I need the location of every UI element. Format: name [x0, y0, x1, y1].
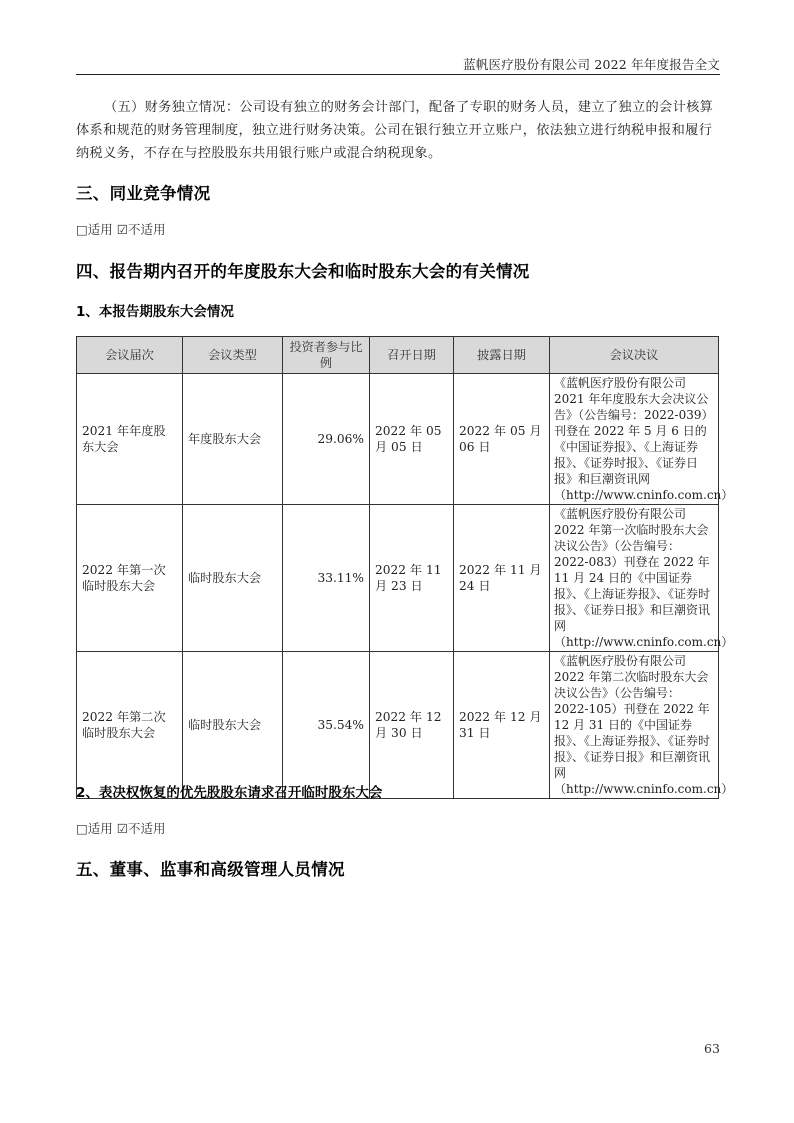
- not-applicable-checkbox: ☑不适用: [116, 821, 166, 836]
- ratio-cell: 33.11%: [283, 505, 370, 652]
- shareholder-meetings-table: [76, 336, 734, 799]
- financial-independence-paragraph: （五）财务独立情况：公司设有独立的财务会计部门，配备了专职的财务人员，建立了独立的会计核算体系和规范的财务管理制度，独立进行财务决策。公司在银行独立开立账户，依法独立进行纳税申报和履行纳税义务，不存在与控股股东共用银行账户或混合纳税现象。: [76, 100, 714, 161]
- section-5-heading: 五、董事、监事和高级管理人员情况: [76, 860, 345, 879]
- col-resolution: 会议决议: [550, 337, 719, 374]
- col-type: 会议类型: [183, 337, 283, 374]
- subsection-1-heading: 1、本报告期股东大会情况: [76, 304, 234, 320]
- col-session: 会议届次: [77, 337, 183, 374]
- section-4-heading: 四、报告期内召开的年度股东大会和临时股东大会的有关情况: [76, 262, 530, 281]
- resolution-cell: 《蓝帆医疗股份有限公司 2022 年第一次临时股东大会决议公告》（公告编号：2022-083）刊登在 2022 年 11 月 24 日的《中国证券报》、《上海证券报》、《证券时报》、《证券日报》和巨潮资讯网（http://www.cninfo.com.cn）: [550, 505, 719, 652]
- table-row: [77, 374, 719, 505]
- section-3-heading: 三、同业竞争情况: [76, 184, 211, 203]
- held-date-cell: 2022 年 11 月 23 日: [370, 505, 454, 652]
- page-number: 63: [704, 1041, 720, 1056]
- table-header-row: [77, 337, 719, 374]
- report-title: 蓝帆医疗股份有限公司 2022 年年度报告全文: [463, 57, 720, 72]
- session-cell: 2022 年第一次临时股东大会: [77, 505, 183, 652]
- table-row: [77, 652, 719, 799]
- session-cell: 2022 年第二次临时股东大会: [77, 652, 183, 799]
- applicable-checkbox: □适用: [76, 222, 113, 237]
- subsection-2-applicability: [76, 819, 166, 837]
- type-cell: 临时股东大会: [183, 505, 283, 652]
- applicable-checkbox: □适用: [76, 821, 113, 836]
- col-disclosure-date: 披露日期: [454, 337, 550, 374]
- type-cell: 临时股东大会: [183, 652, 283, 799]
- page-header: [76, 54, 720, 75]
- not-applicable-checkbox: ☑不适用: [116, 222, 166, 237]
- ratio-cell: 35.54%: [283, 652, 370, 799]
- held-date-cell: 2022 年 12 月 30 日: [370, 652, 454, 799]
- subsection-2-heading: 2、表决权恢复的优先股股东请求召开临时股东大会: [76, 785, 383, 801]
- col-held-date: 召开日期: [370, 337, 454, 374]
- resolution-cell: 《蓝帆医疗股份有限公司 2022 年第二次临时股东大会决议公告》（公告编号：2022-105）刊登在 2022 年 12 月 31 日的《中国证券报》、《上海证券报》、《证券时报》、《证券日报》和巨潮资讯网（http://www.cninfo.com.cn）: [550, 652, 719, 799]
- resolution-cell: 《蓝帆医疗股份有限公司 2021 年年度股东大会决议公告》（公告编号：2022-039）刊登在 2022 年 5 月 6 日的《中国证券报》、《上海证券报》、《证券时报》、《证券日报》和巨潮资讯网（http://www.cninfo.com.cn）: [550, 374, 719, 505]
- disclosure-date-cell: 2022 年 11 月 24 日: [454, 505, 550, 652]
- col-ratio: 投资者参与比例: [283, 337, 370, 374]
- session-cell: 2021 年年度股东大会: [77, 374, 183, 505]
- disclosure-date-cell: 2022 年 12 月 31 日: [454, 652, 550, 799]
- ratio-cell: 29.06%: [283, 374, 370, 505]
- table-row: [77, 505, 719, 652]
- held-date-cell: 2022 年 05 月 05 日: [370, 374, 454, 505]
- type-cell: 年度股东大会: [183, 374, 283, 505]
- disclosure-date-cell: 2022 年 05 月 06 日: [454, 374, 550, 505]
- section-3-applicability: [76, 220, 166, 238]
